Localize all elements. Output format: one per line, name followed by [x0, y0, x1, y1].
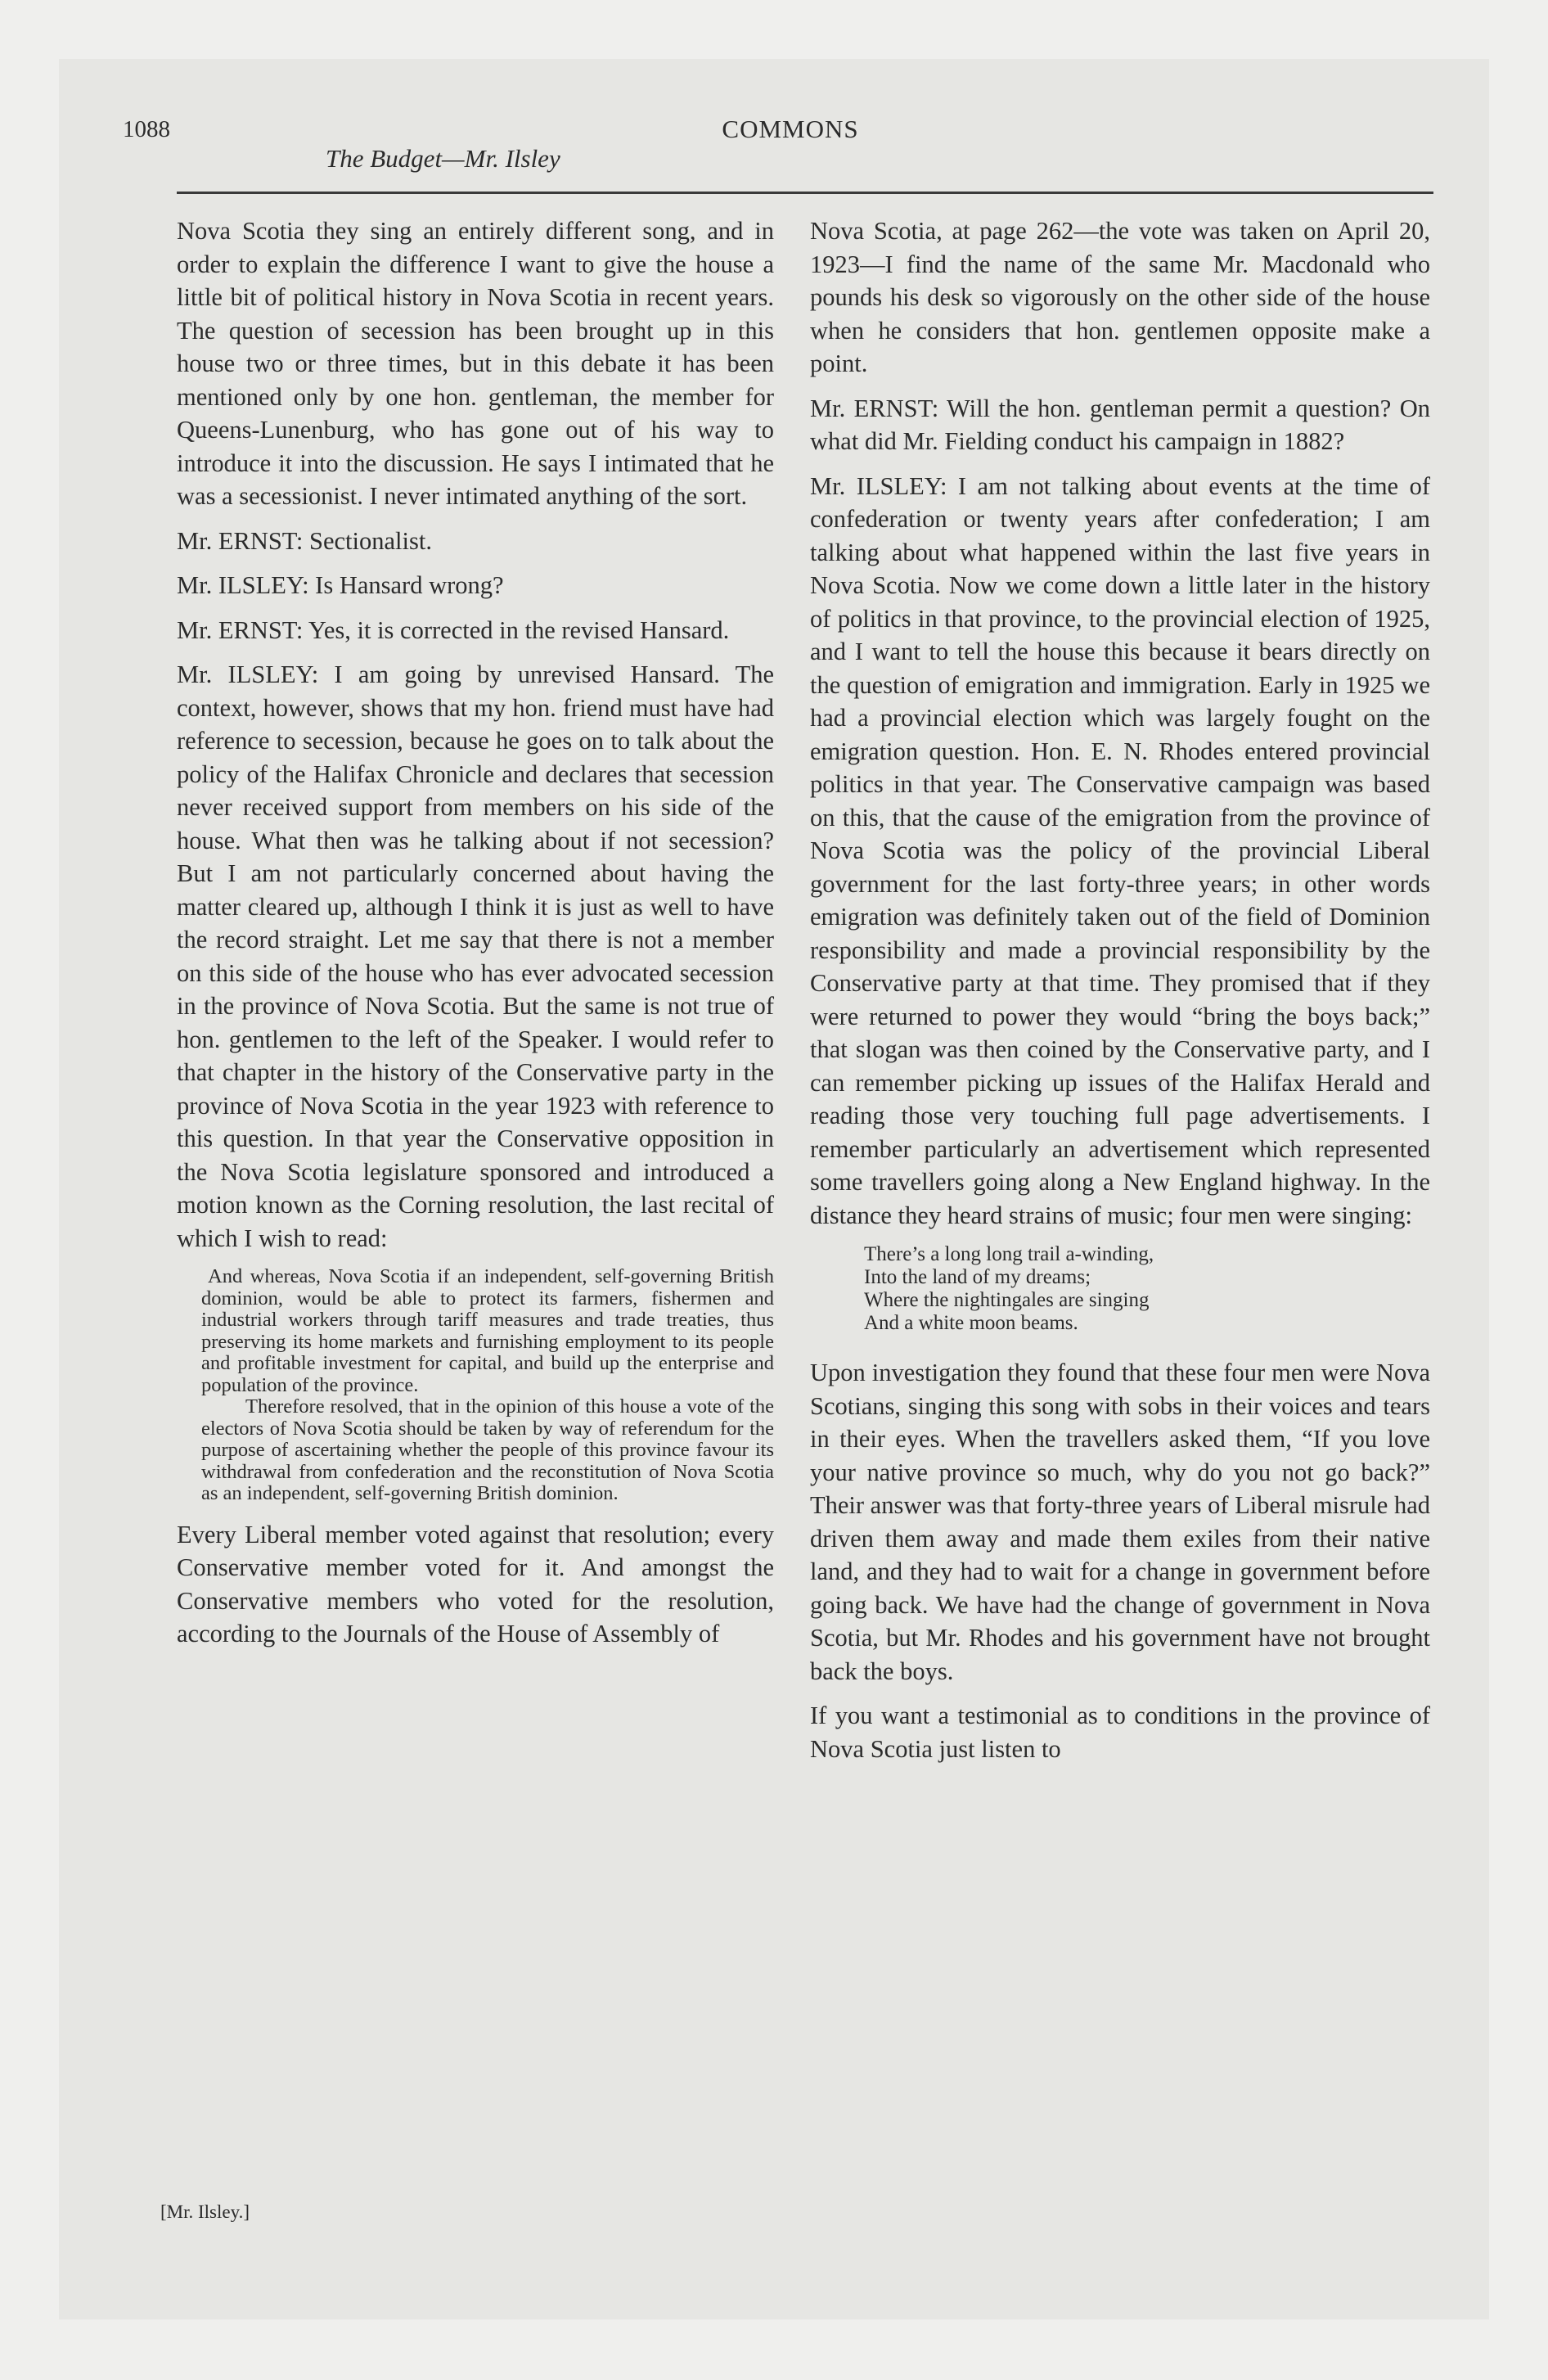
- right-paragraph-4: Upon investigation they found that these four men were Nova Scotians, singing this song with sobs in their voices and tears in their eyes. When the travellers asked them, “If you love your native province so much, why do you not go back?” Their answer was that forty-three years of Liberal misrule had driven them away and made them exiles from their native land, and they had to wait for a change in government before going back. We have had the change of government in Nova Scotia, but Mr. Rhodes and his government have not brought back the boys.: [810, 1359, 1430, 1685]
- quote-paragraph-1: And whereas, Nova Scotia if an independent, self-governing British dominion, would be able to protect its farmers, fishermen and industrial workers through tariff measures and trade treaties, thus preserving its home markets and furnishing employment to its people and profitable investment for capital, and build up the enterprise and population of the province.: [201, 1265, 774, 1396]
- verse-line-2: Into the land of my dreams;: [864, 1266, 1091, 1288]
- left-paragraph-1: Nova Scotia they sing an entirely different song, and in order to explain the difference I want to give the house a little bit of political history in Nova Scotia in recent years. The question of secession has been brought up in this house two or three times, but in this debate it has been mentioned only by one hon. gentleman, the member for Queens-Lunenburg, who has gone out of his way to introduce it into the discussion. He says I intimated that he was a secessionist. I never intimated anything of the sort.: [177, 217, 774, 510]
- verse-line-4: And a white moon beams.: [864, 1312, 1078, 1334]
- verse-line-3: Where the nightingales are singing: [864, 1289, 1150, 1311]
- verse-line-1: There’s a long long trail a-winding,: [864, 1243, 1154, 1265]
- left-paragraph-5: Mr. ILSLEY: I am going by unrevised Hansard. The context, however, shows that my hon. friend must have had reference to secession, because he goes on to talk about the policy of the Halifax Chronicle and declares that secession never received support from members on his side of the house. What then was he talking about if not secession? But I am not particularly concerned about having the matter cleared up, although I think it is just as well to have the record straight. Let me say that there is not a member on this side of the house who has ever advocated secession in the province of Nova Scotia. But the same is not true of hon. gentlemen to the left of the Speaker. I would refer to that chapter in the history of the Conservative party in the province of Nova Scotia in the year 1923 with reference to this question. In that year the Conservative opposition in the Nova Scotia legislature sponsored and introduced a motion known as the Corning resolution, the last recital of which I wish to read:: [177, 660, 774, 1252]
- left-column: [177, 214, 774, 1662]
- song-verse: [864, 1243, 1430, 1335]
- page-number: 1088: [123, 116, 170, 142]
- footer-speaker-reference: [Mr. Ilsley.]: [160, 2202, 250, 2222]
- running-title: COMMONS: [722, 115, 859, 143]
- right-paragraph-3: Mr. ILSLEY: I am not talking about events at the time of confederation or twenty years after confederation; I am talking about what happened within the last five years in Nova Scotia. Now we come down a little later in the history of politics in that province, to the provincial election of 1925, and I want to tell the house this because it bears directly on the question of emigration and immigration. Early in 1925 we had a provincial election which was largely fought on the emigration question. Hon. E. N. Rhodes entered provincial politics in that year. The Conservative campaign was based on this, that the cause of the emigration from the province of Nova Scotia was the policy of the provincial Liberal government for the last forty-three years; in other words emigration was definitely taken out of the field of Dominion responsibility and made a provincial responsibility by the Conservative party at that time. They promised that if they were returned to power they would “bring the boys back;” that slogan was then coined by the Conservative party, and I can remember picking up issues of the Halifax Herald and reading those very touching full page advertisements. I remember particularly an advertisement which represented some travellers going along a New England highway. In the distance they heard strains of music; four men were singing:: [810, 471, 1430, 1229]
- running-subject: The Budget—Mr. Ilsley: [326, 144, 560, 173]
- right-paragraph-2: Mr. ERNST: Will the hon. gentleman permit a question? On what did Mr. Fielding conduct his campaign in 1882?: [810, 394, 1430, 455]
- left-paragraph-3: Mr. ILSLEY: Is Hansard wrong?: [177, 571, 504, 599]
- header-rule: [177, 192, 1433, 194]
- quote-paragraph-2: Therefore resolved, that in the opinion of this house a vote of the electors of Nova Scotia should be taken by way of referendum for the purpose of ascertaining whether the people of this province favour its withdrawal from confederation and the reconstitution of Nova Scotia as an independent, self-governing British dominion.: [201, 1395, 774, 1504]
- left-paragraph-4: Mr. ERNST: Yes, it is corrected in the revised Hansard.: [177, 615, 730, 644]
- right-paragraph-1: Nova Scotia, at page 262—the vote was taken on April 20, 1923—I find the name of the same Mr. Macdonald who pounds his desk so vigorously on the other side of the house when he considers that hon. gentlemen opposite make a point.: [810, 217, 1430, 377]
- left-paragraph-6: Every Liberal member voted against that resolution; every Conservative member voted for it. And amongst the Conservative members who voted for the resolution, according to the Journals of the House of Assembly of: [177, 1520, 774, 1648]
- right-column: [810, 214, 1430, 1777]
- right-paragraph-5: If you want a testimonial as to conditions in the province of Nova Scotia just listen to: [810, 1702, 1430, 1763]
- quoted-resolution: [201, 1266, 774, 1505]
- left-paragraph-2: Mr. ERNST: Sectionalist.: [177, 526, 432, 555]
